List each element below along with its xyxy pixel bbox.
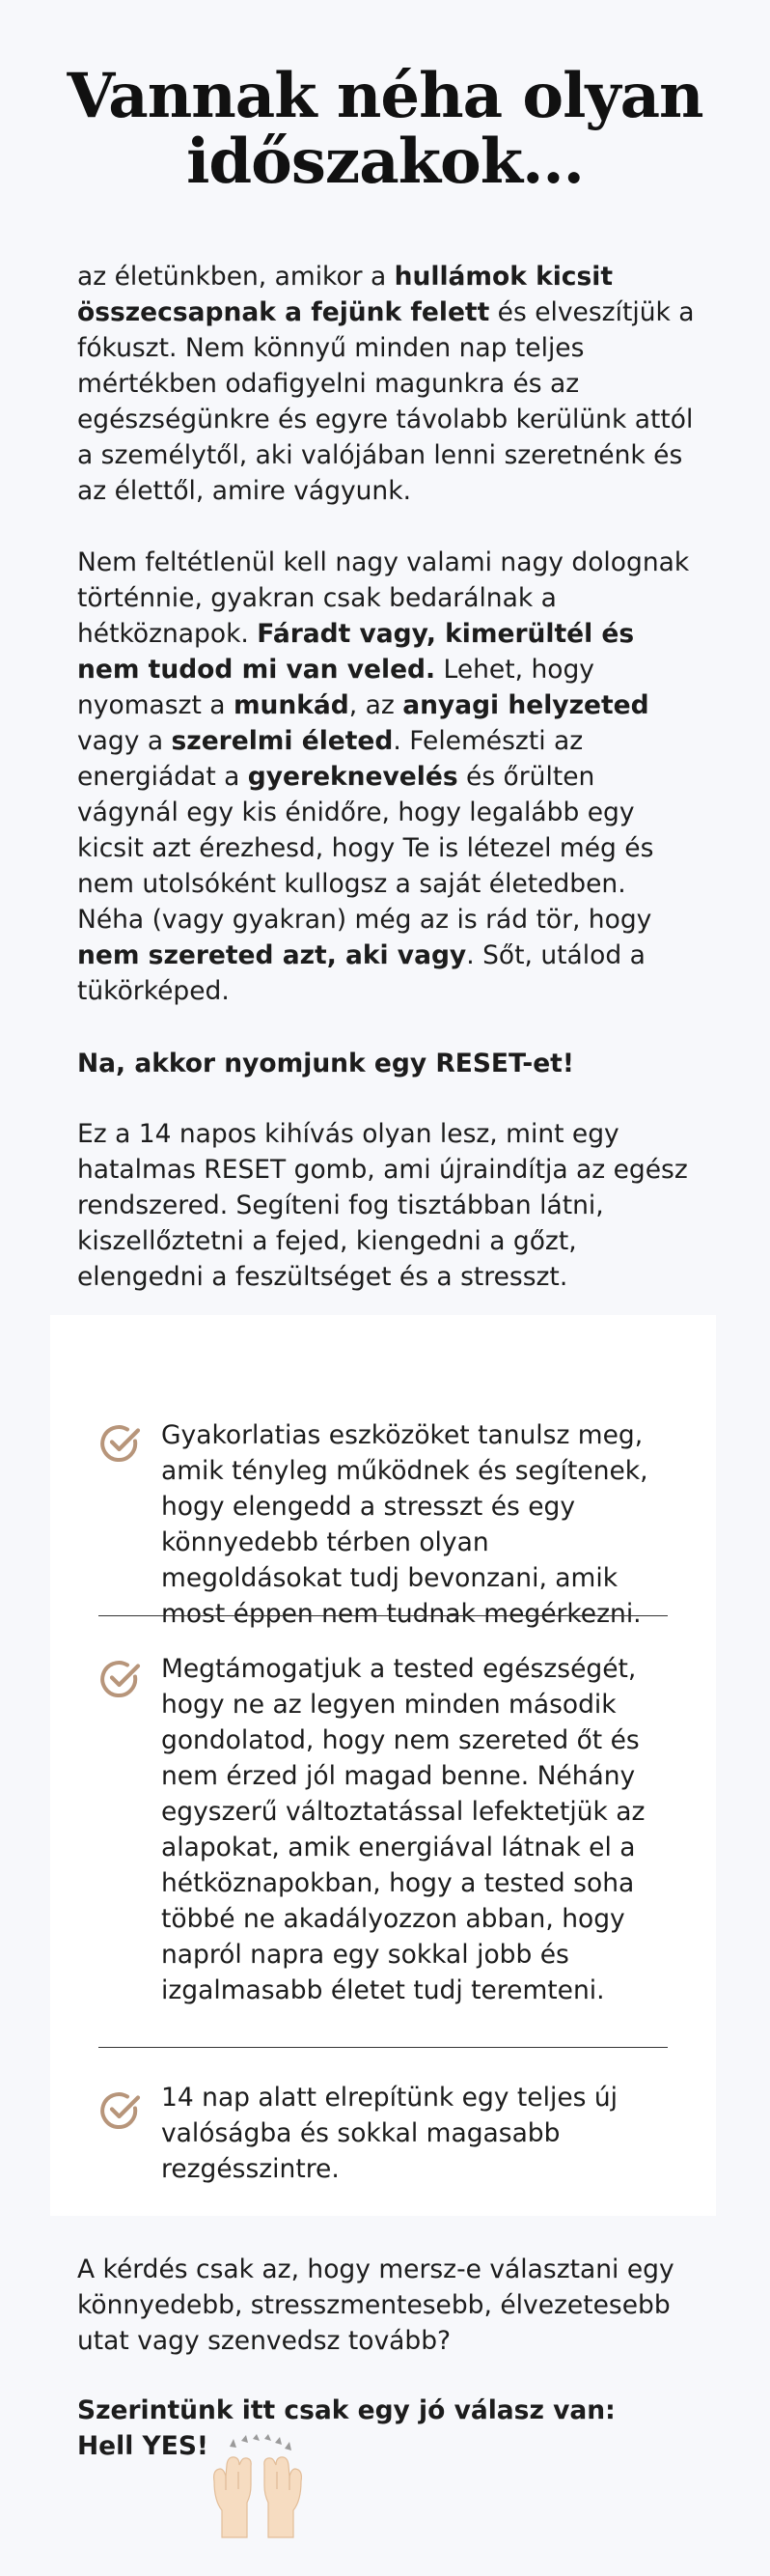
text-run: vagy a xyxy=(77,726,172,756)
bold-run: munkád xyxy=(233,690,349,720)
reset-heading: Na, akkor nyomjunk egy RESET-et! xyxy=(77,1049,574,1078)
check-circle-icon xyxy=(98,2088,143,2133)
title-line-2: időszakok... xyxy=(186,126,584,198)
text-run: . Sőt, utálod a tükörképed. xyxy=(77,940,646,1006)
check-circle-icon xyxy=(98,1657,143,1701)
bold-run: Fáradt vagy, kimerültél és nem tudod mi van veled. xyxy=(77,619,635,685)
text-run: az életünkben, amikor a xyxy=(77,262,395,292)
text-run: Nem feltétlenül kell nagy valami nagy dolognak történnie, gyakran csak bedarálnak a hétköznapok. xyxy=(77,547,690,649)
benefits-card xyxy=(50,1315,716,2216)
bold-run: anyagi helyzeted xyxy=(402,690,649,720)
bold-run: gyereknevelés xyxy=(247,762,458,792)
text-run: , az xyxy=(348,690,403,720)
divider xyxy=(98,2047,668,2048)
text-run: és elveszítjük a fókuszt. Nem könnyű minden nap teljes mértékben odafigyelni magunkra és az egészségünkre és egyre távolabb kerülünk attól a személytől, aki valójában lenni szeretnénk és az élettől, amire vágyunk. xyxy=(77,297,695,506)
closing-line-2: Hell YES! xyxy=(77,2431,209,2461)
text-run: és őrülten vágynál egy kis énidőre, hogy legalább egy kicsit azt érezhesd, hogy Te is létezel még és nem utolsóként kullogsz a saját életedben. Néha (vagy gyakran) még az is rád tör, hogy xyxy=(77,762,654,935)
problem-paragraph xyxy=(77,545,695,1009)
closing-statement xyxy=(77,2393,695,2464)
benefit-text: 14 nap alatt elrepítünk egy teljes új valóságba és sokkal magasabb rezgésszintre. xyxy=(161,2083,619,2184)
text-run: Lehet, hogy nyomaszt a xyxy=(77,655,594,720)
bold-run: szerelmi életed xyxy=(171,726,394,756)
check-circle-icon xyxy=(98,1421,143,1466)
title-line-1: Vannak néha olyan xyxy=(67,60,703,132)
challenge-paragraph: Ez a 14 napos kihívás olyan lesz, mint egy hatalmas RESET gomb, ami újraindítja az egész rendszered. Segíteni fog tisztábban látni, kiszellőztetni a fejed, kiengedni a gőzt, elengedni a feszültséget és a stresszt. xyxy=(77,1119,688,1292)
bold-run: nem szereted azt, aki vagy xyxy=(77,940,467,970)
intro-paragraph xyxy=(77,259,695,509)
page-title xyxy=(0,60,770,198)
bold-run: hullámok kicsit összecsapnak a fejünk felett xyxy=(77,262,614,327)
benefit-text: Megtámogatjuk a tested egészségét, hogy ne az legyen minden második gondolatod, hogy nem szereted őt és nem érzed jól magad benne. Néhány egyszerű változtatással lefektetjük az alapokat, amik energiával látnak el a hétköznapokban, hogy a tested soha többé ne akadályozzon abban, hogy napról napra egy sokkal jobb és izgalmasabb életet tudj teremteni. xyxy=(161,1654,646,2005)
divider xyxy=(98,1615,668,1616)
benefit-text: Gyakorlatias eszközöket tanulsz meg, amik tényleg működnek és segítenek, hogy elengedd a stresszt és egy könnyedebb térben olyan megoldásokat tudj bevonzani, amik most éppen nem tudnak megérkezni. xyxy=(161,1420,648,1629)
question-paragraph: A kérdés csak az, hogy mersz-e választani egy könnyedebb, stresszmentesebb, élvezetesebb utat vagy szenvedsz tovább? xyxy=(77,2254,674,2356)
text-run: . Felemészti az energiádat a xyxy=(77,726,584,792)
raising-hands-icon xyxy=(205,2433,311,2539)
closing-line-1: Szerintünk itt csak egy jó válasz van: xyxy=(77,2395,616,2425)
